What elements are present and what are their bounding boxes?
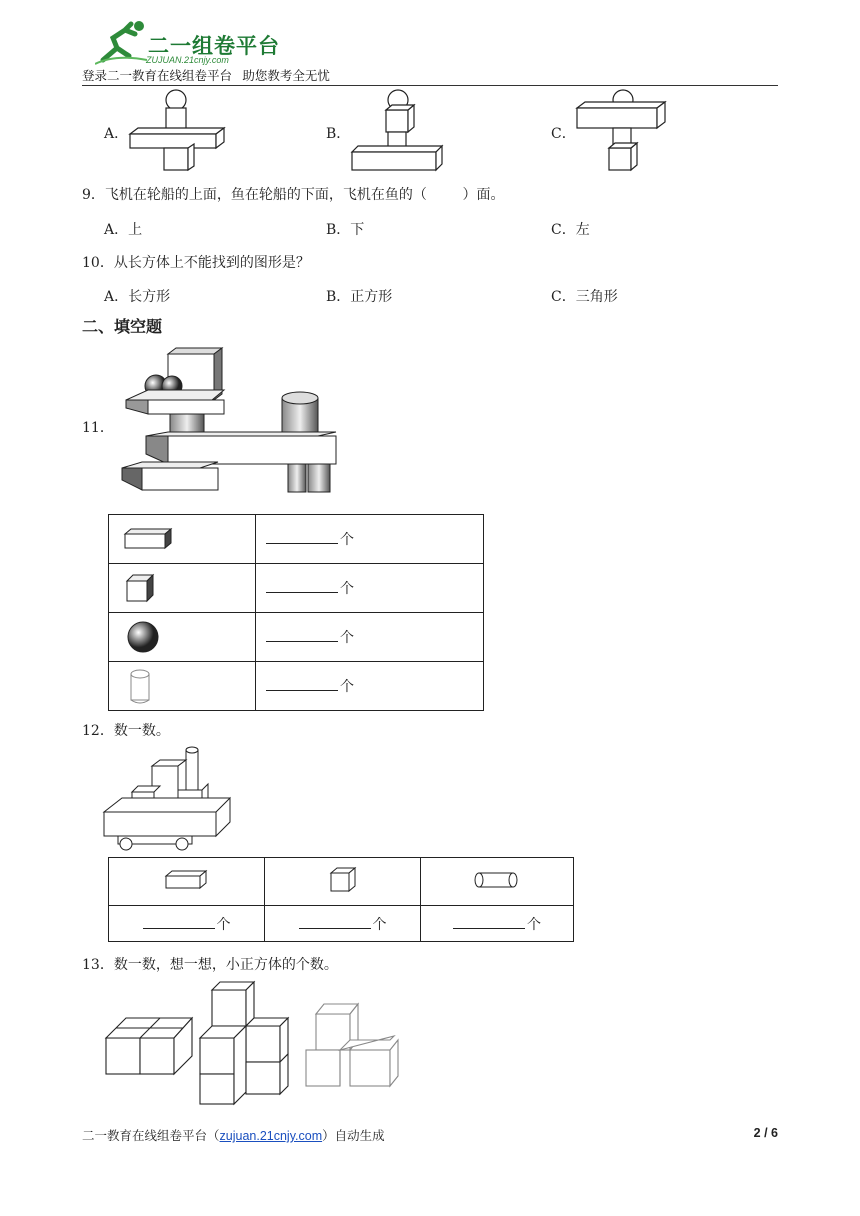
question-9-text: 9．飞机在轮船的上面，鱼在轮船的下面，飞机在鱼的（ ）面。 xyxy=(82,187,505,203)
cylinder-icon xyxy=(123,666,163,706)
q10-option-c[interactable] xyxy=(551,286,618,306)
q10-option-b[interactable] xyxy=(326,286,392,306)
table-row xyxy=(109,858,574,906)
q11-shape-composition-figure xyxy=(112,346,348,504)
unit-label: 个 xyxy=(527,916,541,933)
q11-count-table xyxy=(108,514,484,711)
q9-option-a[interactable] xyxy=(104,219,142,239)
page-number: 2 / 6 xyxy=(753,1126,778,1140)
cuboid-icon xyxy=(121,524,181,554)
footer-suffix: ）自动生成 xyxy=(322,1129,385,1143)
q10-option-a-text: 长方形 xyxy=(128,289,171,305)
unit-label: 个 xyxy=(340,532,354,548)
unit-label: 个 xyxy=(340,581,354,597)
answer-blank[interactable] xyxy=(266,627,338,642)
q9-option-a-text: 上 xyxy=(128,222,143,238)
q9-option-b[interactable] xyxy=(326,219,364,239)
answer-blank[interactable] xyxy=(266,676,338,691)
q9-option-a-label: A． xyxy=(104,222,129,238)
q13-cubes-figure xyxy=(104,980,404,1108)
q8-option-a-label: A． xyxy=(104,126,129,142)
q10-option-c-text: 三角形 xyxy=(575,289,618,305)
question-12-text: 12．数一数。 xyxy=(82,723,170,739)
answer-blank[interactable] xyxy=(143,914,215,929)
q9-option-c-label: C． xyxy=(551,222,576,238)
q8-option-c-label: C． xyxy=(551,126,576,142)
unit-label: 个 xyxy=(216,916,231,933)
table-row xyxy=(109,906,574,942)
q10-option-a[interactable] xyxy=(104,286,170,306)
footer-prefix: 二一教育在线组卷平台（ xyxy=(82,1129,220,1143)
q8-option-b-figure xyxy=(350,88,446,174)
q10-option-c-label: C． xyxy=(551,289,576,305)
q10-option-b-text: 正方形 xyxy=(350,289,393,305)
q10-option-a-label: A． xyxy=(104,289,129,305)
q8-option-c-figure xyxy=(575,88,671,174)
table-row xyxy=(109,564,484,613)
cube-icon xyxy=(123,571,163,605)
answer-blank[interactable] xyxy=(299,914,371,929)
footer-source xyxy=(82,1126,385,1144)
cuboid-icon xyxy=(164,868,210,892)
table-row xyxy=(109,613,484,662)
question-11-number: 11． xyxy=(82,420,114,436)
cube-icon xyxy=(328,865,358,895)
section-title: 二、填空题 xyxy=(82,319,163,336)
q9-option-c[interactable] xyxy=(551,219,590,239)
table-row xyxy=(109,662,484,711)
answer-blank[interactable] xyxy=(453,914,525,929)
question-13-text: 13．数一数，想一想，小正方体的个数。 xyxy=(82,957,338,973)
answer-blank[interactable] xyxy=(266,578,338,593)
logo-title: 二一组卷平台 xyxy=(148,35,280,58)
q8-option-b-label: B． xyxy=(326,126,351,142)
q9-option-b-label: B． xyxy=(326,222,351,238)
cylinder-icon xyxy=(473,869,521,891)
q12-count-table xyxy=(108,857,574,942)
q9-option-c-text: 左 xyxy=(575,222,590,238)
q12-vehicle-figure xyxy=(102,746,232,852)
q9-option-b-text: 下 xyxy=(350,222,365,238)
answer-blank[interactable] xyxy=(266,529,338,544)
question-10-text: 10．从长方体上不能找到的图形是？ xyxy=(82,255,310,271)
header-divider xyxy=(82,85,778,86)
sphere-icon xyxy=(125,619,165,655)
table-row xyxy=(109,515,484,564)
header-tagline: 登录二一教育在线组卷平台 助您教考全无忧 xyxy=(82,69,330,83)
q8-option-a-figure xyxy=(128,88,228,174)
runner-logo-icon xyxy=(95,20,151,66)
logo-subtitle: ZUJUAN.21cnjy.com xyxy=(146,55,229,65)
q10-option-b-label: B． xyxy=(326,289,351,305)
unit-label: 个 xyxy=(340,679,354,695)
unit-label: 个 xyxy=(372,916,387,933)
footer-link[interactable]: zujuan.21cnjy.com xyxy=(219,1129,323,1143)
unit-label: 个 xyxy=(340,630,354,646)
